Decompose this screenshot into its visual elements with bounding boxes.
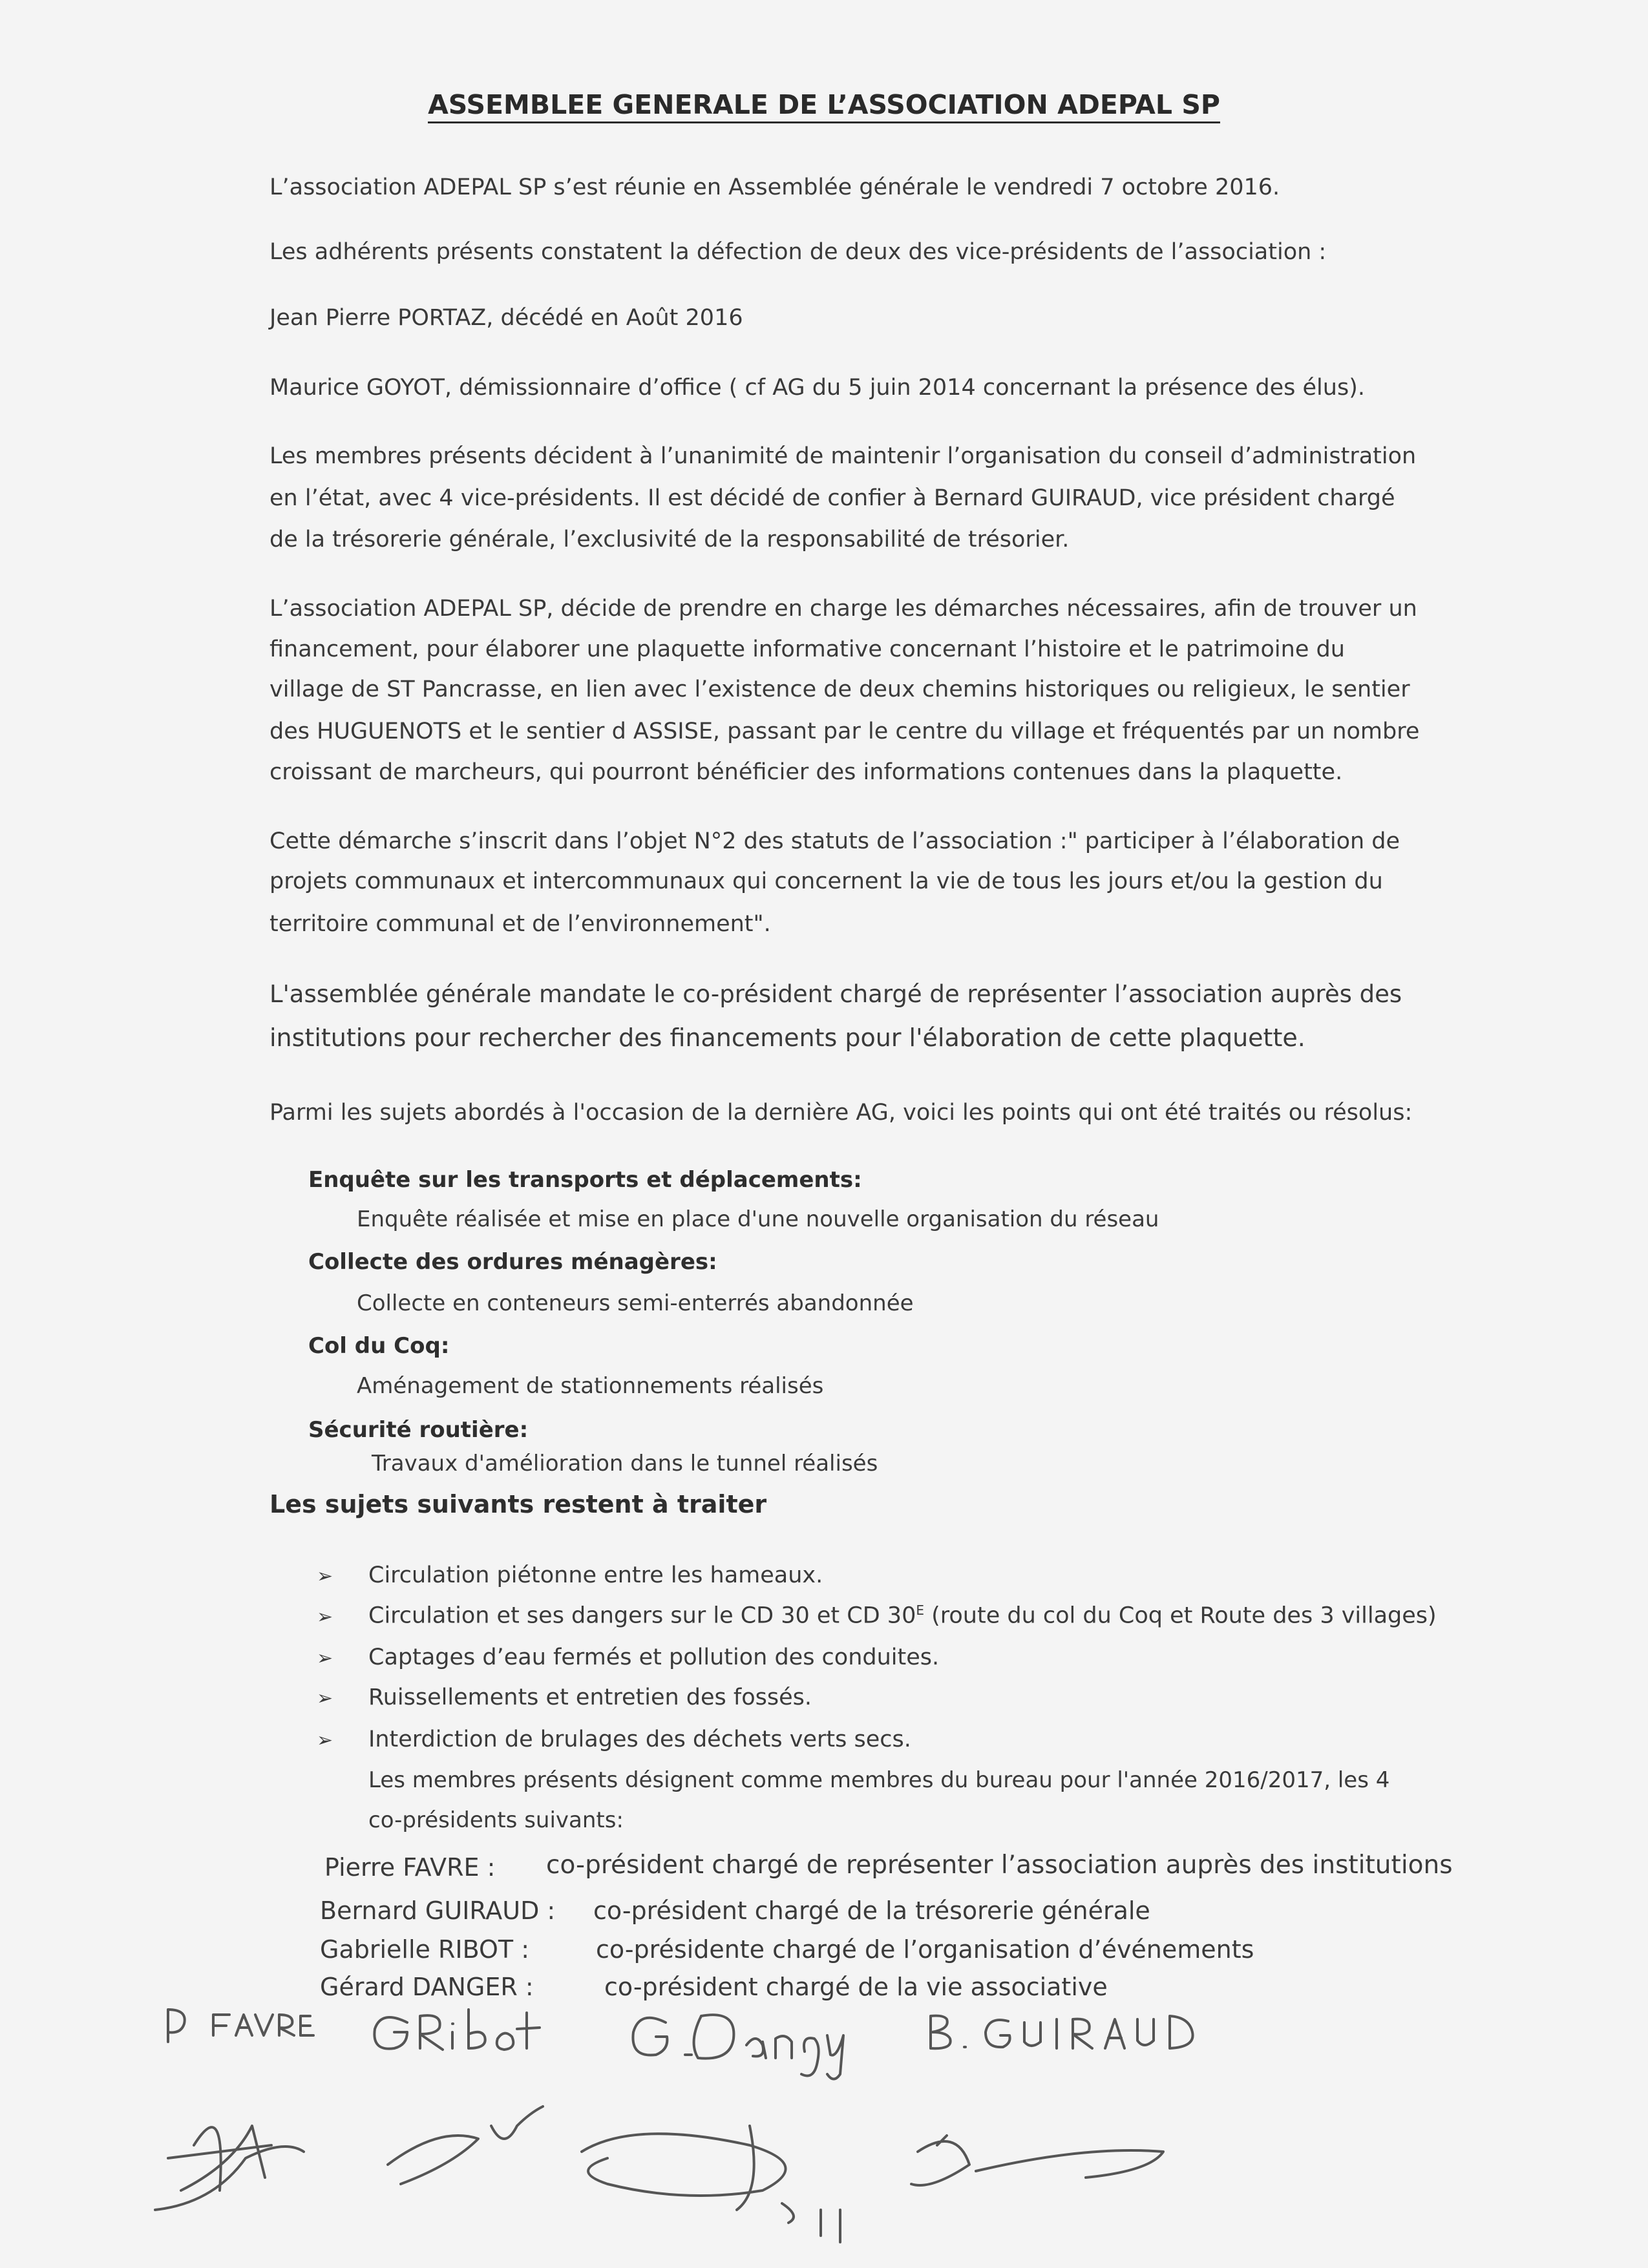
topic-heading: Sécurité routière:	[308, 1417, 529, 1443]
intro-line: L’association ADEPAL SP s’est réunie en Assemblée générale le vendredi 7 octobre 2016.	[269, 174, 1280, 200]
bullet-item: ➢ Captages d’eau fermés et pollution des conduites.	[317, 1644, 940, 1670]
intro-line: Maurice GOYOT, démissionnaire d’office ( cf AG du 5 juin 2014 concernant la présence des élus).	[269, 375, 1365, 401]
arrow-bullet-icon: ➢	[317, 1605, 333, 1628]
bullet-item: ➢ Interdiction de brulages des déchets verts secs.	[317, 1727, 911, 1752]
bureau-intro: co-présidents suivants:	[368, 1807, 624, 1833]
paragraph-line: Les membres présents décident à l’unanimité de maintenir l’organisation du conseil d’administration	[269, 443, 1417, 469]
topic-detail: Travaux d'amélioration dans le tunnel réalisés	[372, 1451, 878, 1476]
arrow-bullet-icon: ➢	[317, 1565, 333, 1588]
topic-heading: Collecte des ordures ménagères:	[308, 1249, 717, 1275]
bureau-role: co-président chargé de la vie associative	[604, 1973, 1108, 2001]
paragraph-line: des HUGUENOTS et le sentier d ASSISE, passant par le centre du village et fréquentés par un nombre	[269, 719, 1420, 744]
signature-text: G Dangy	[646, 2035, 650, 2036]
document-title: ASSEMBLEE GENERALE DE L’ASSOCIATION ADEPAL SP	[0, 89, 1648, 120]
paragraph-line: en l’état, avec 4 vice-présidents. Il est décidé de confier à Bernard GUIRAUD, vice président chargé	[269, 485, 1395, 511]
bullet-item: ➢ Ruissellements et entretien des fossés.	[317, 1685, 812, 1710]
signature-danger	[582, 2015, 843, 2242]
paragraph-line: village de ST Pancrasse, en lien avec l’existence de deux chemins historiques ou religieux, le sentier	[269, 677, 1410, 702]
handwritten-signatures	[116, 1997, 1409, 2268]
bureau-name: Bernard GUIRAUD :	[320, 1896, 556, 1925]
bureau-name: Gérard DANGER :	[320, 1973, 534, 2001]
bureau-role: co-président chargé de la trésorerie générale	[593, 1896, 1150, 1925]
topic-detail: Aménagement de stationnements réalisés	[357, 1373, 824, 1399]
intro-line: Jean Pierre PORTAZ, décédé en Août 2016	[269, 305, 743, 331]
arrow-bullet-icon: ➢	[317, 1647, 333, 1670]
paragraph-line: institutions pour rechercher des financements pour l'élaboration de cette plaquette.	[269, 1024, 1305, 1052]
bullet-item: ➢ Circulation piétonne entre les hameaux.	[317, 1562, 823, 1588]
signature-text: B. GUIRAUD	[931, 2035, 935, 2036]
paragraph-line: L’association ADEPAL SP, décide de prendre en charge les démarches nécessaires, afin de trouver un	[269, 596, 1417, 622]
topic-heading: Col du Coq:	[308, 1333, 450, 1359]
topic-detail: Collecte en conteneurs semi-enterrés abandonnée	[357, 1290, 914, 1316]
bureau-intro: Les membres présents désignent comme membres du bureau pour l'année 2016/2017, les 4	[368, 1767, 1390, 1793]
arrow-bullet-icon: ➢	[317, 1687, 333, 1710]
topic-detail: Enquête réalisée et mise en place d'une nouvelle organisation du réseau	[357, 1206, 1159, 1232]
paragraph-line: de la trésorerie générale, l’exclusivité de la responsabilité de trésorier.	[269, 527, 1070, 552]
signature-ribot	[374, 2010, 543, 2184]
paragraph-line: projets communaux et intercommunaux qui concernent la vie de tous les jours et/ou la gestion du	[269, 868, 1383, 894]
bureau-role: co-présidente chargé de l’organisation d’événements	[596, 1935, 1254, 1964]
intro-line: Les adhérents présents constatent la défection de deux des vice-présidents de l’association :	[269, 239, 1327, 265]
topics-intro: Parmi les sujets abordés à l'occasion de la dernière AG, voici les points qui ont été traités ou résolus:	[269, 1100, 1413, 1126]
arrow-bullet-icon: ➢	[317, 1729, 333, 1752]
paragraph-line: territoire communal et de l’environnement".	[269, 911, 771, 937]
bureau-name: Gabrielle RIBOT :	[320, 1935, 530, 1964]
paragraph-line: croissant de marcheurs, qui pourront bénéficier des informations contenues dans la plaquette.	[269, 759, 1343, 785]
bureau-name: Pierre FAVRE :	[324, 1853, 496, 1882]
signature-favre	[155, 2010, 313, 2210]
signature-text: P FAVRE	[168, 2035, 171, 2036]
signature-guiraud	[911, 2016, 1193, 2185]
paragraph-line: financement, pour élaborer une plaquette informative concernant l’histoire et le patrimoine du	[269, 636, 1345, 662]
paragraph-line: Cette démarche s’inscrit dans l’objet N°2 des statuts de l’association :" participer à l’élaboration de	[269, 828, 1400, 854]
bullet-item: ➢ Circulation et ses dangers sur le CD 30 et CD $30^E$ (route du col du Coq et Route des 3 villages)	[317, 1602, 1437, 1629]
topic-heading: Enquête sur les transports et déplacements:	[308, 1167, 862, 1193]
remaining-heading: Les sujets suivants restent à traiter	[269, 1490, 767, 1518]
signature-text: G Ribot	[388, 2035, 390, 2036]
paragraph-line: L'assemblée générale mandate le co-président chargé de représenter l’association auprès des	[269, 980, 1402, 1008]
bureau-role: co-président chargé de représenter l’association auprès des institutions	[546, 1851, 1453, 1880]
